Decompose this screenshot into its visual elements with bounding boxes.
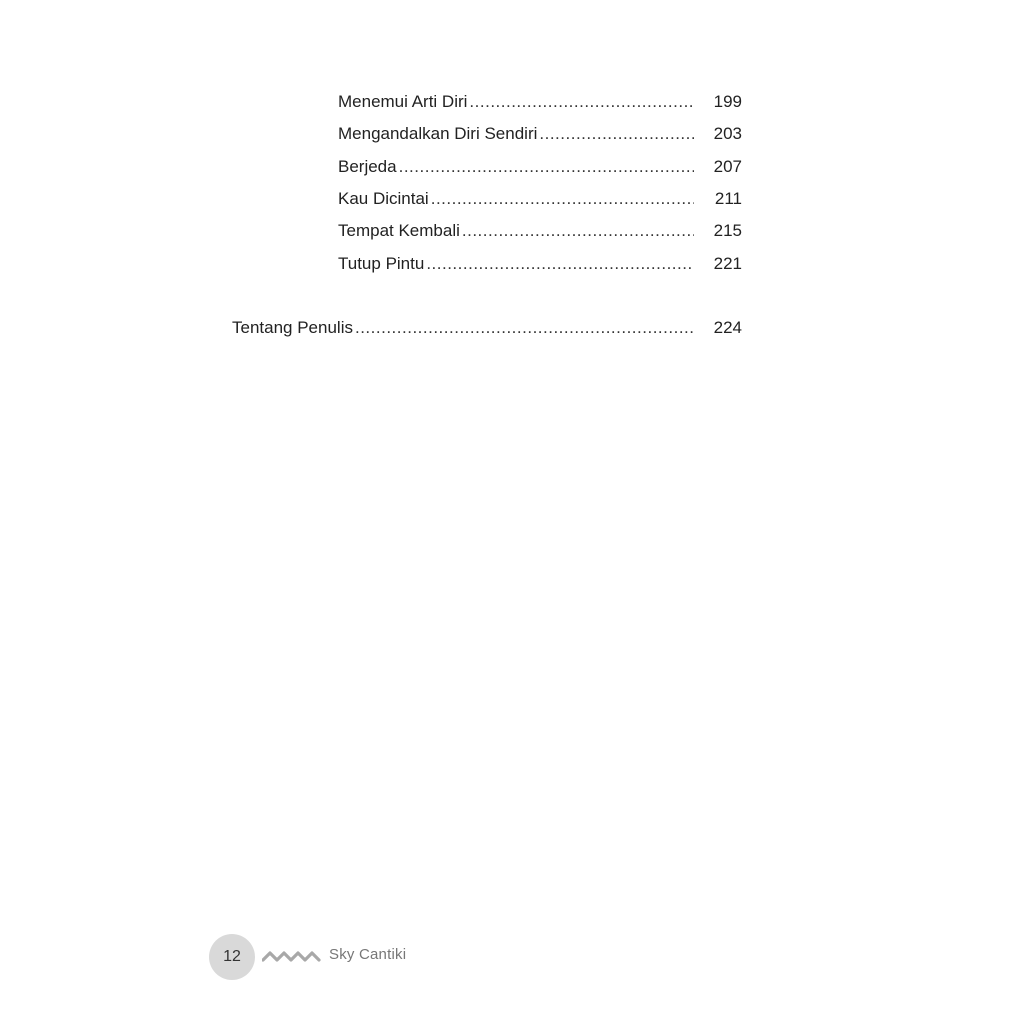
toc-entry-title: Berjeda [338,157,397,176]
toc-entry-title: Mengandalkan Diri Sendiri [338,124,538,143]
toc-entry [338,188,742,210]
toc-entry-page: 199 [713,92,742,111]
toc-entry-page: 207 [713,157,742,176]
toc-leader-dots [355,317,694,339]
toc-leader-dots [426,253,693,275]
toc-entry-title: Tutup Pintu [338,254,425,273]
toc-leader-dots [399,156,694,178]
toc-entry-about-author [232,317,742,339]
toc-entry-title: Kau Dicintai [338,189,429,208]
toc-entry [338,156,742,178]
zigzag-wave-icon [262,949,322,963]
toc-leader-dots [469,91,693,113]
toc-entry-page: 215 [713,221,742,240]
page-number-badge [209,934,255,980]
toc-entry-page: 203 [713,124,742,143]
toc-entry [338,123,742,145]
page-number: 12 [223,948,241,965]
toc-leader-dots [431,188,694,210]
toc-entry-page: 221 [713,254,742,273]
toc-entry-page: 224 [713,318,742,337]
toc-entry [338,253,742,275]
brand-name: Sky Cantiki [329,946,407,963]
toc-entry-title: Tentang Penulis [232,318,353,337]
toc-entry [338,91,742,113]
toc-entry-title: Menemui Arti Diri [338,92,468,111]
toc-entry [338,220,742,242]
toc-leader-dots [539,123,693,145]
toc-entry-page: 211 [714,189,742,208]
toc-entry-title: Tempat Kembali [338,221,460,240]
toc-leader-dots [462,220,694,242]
